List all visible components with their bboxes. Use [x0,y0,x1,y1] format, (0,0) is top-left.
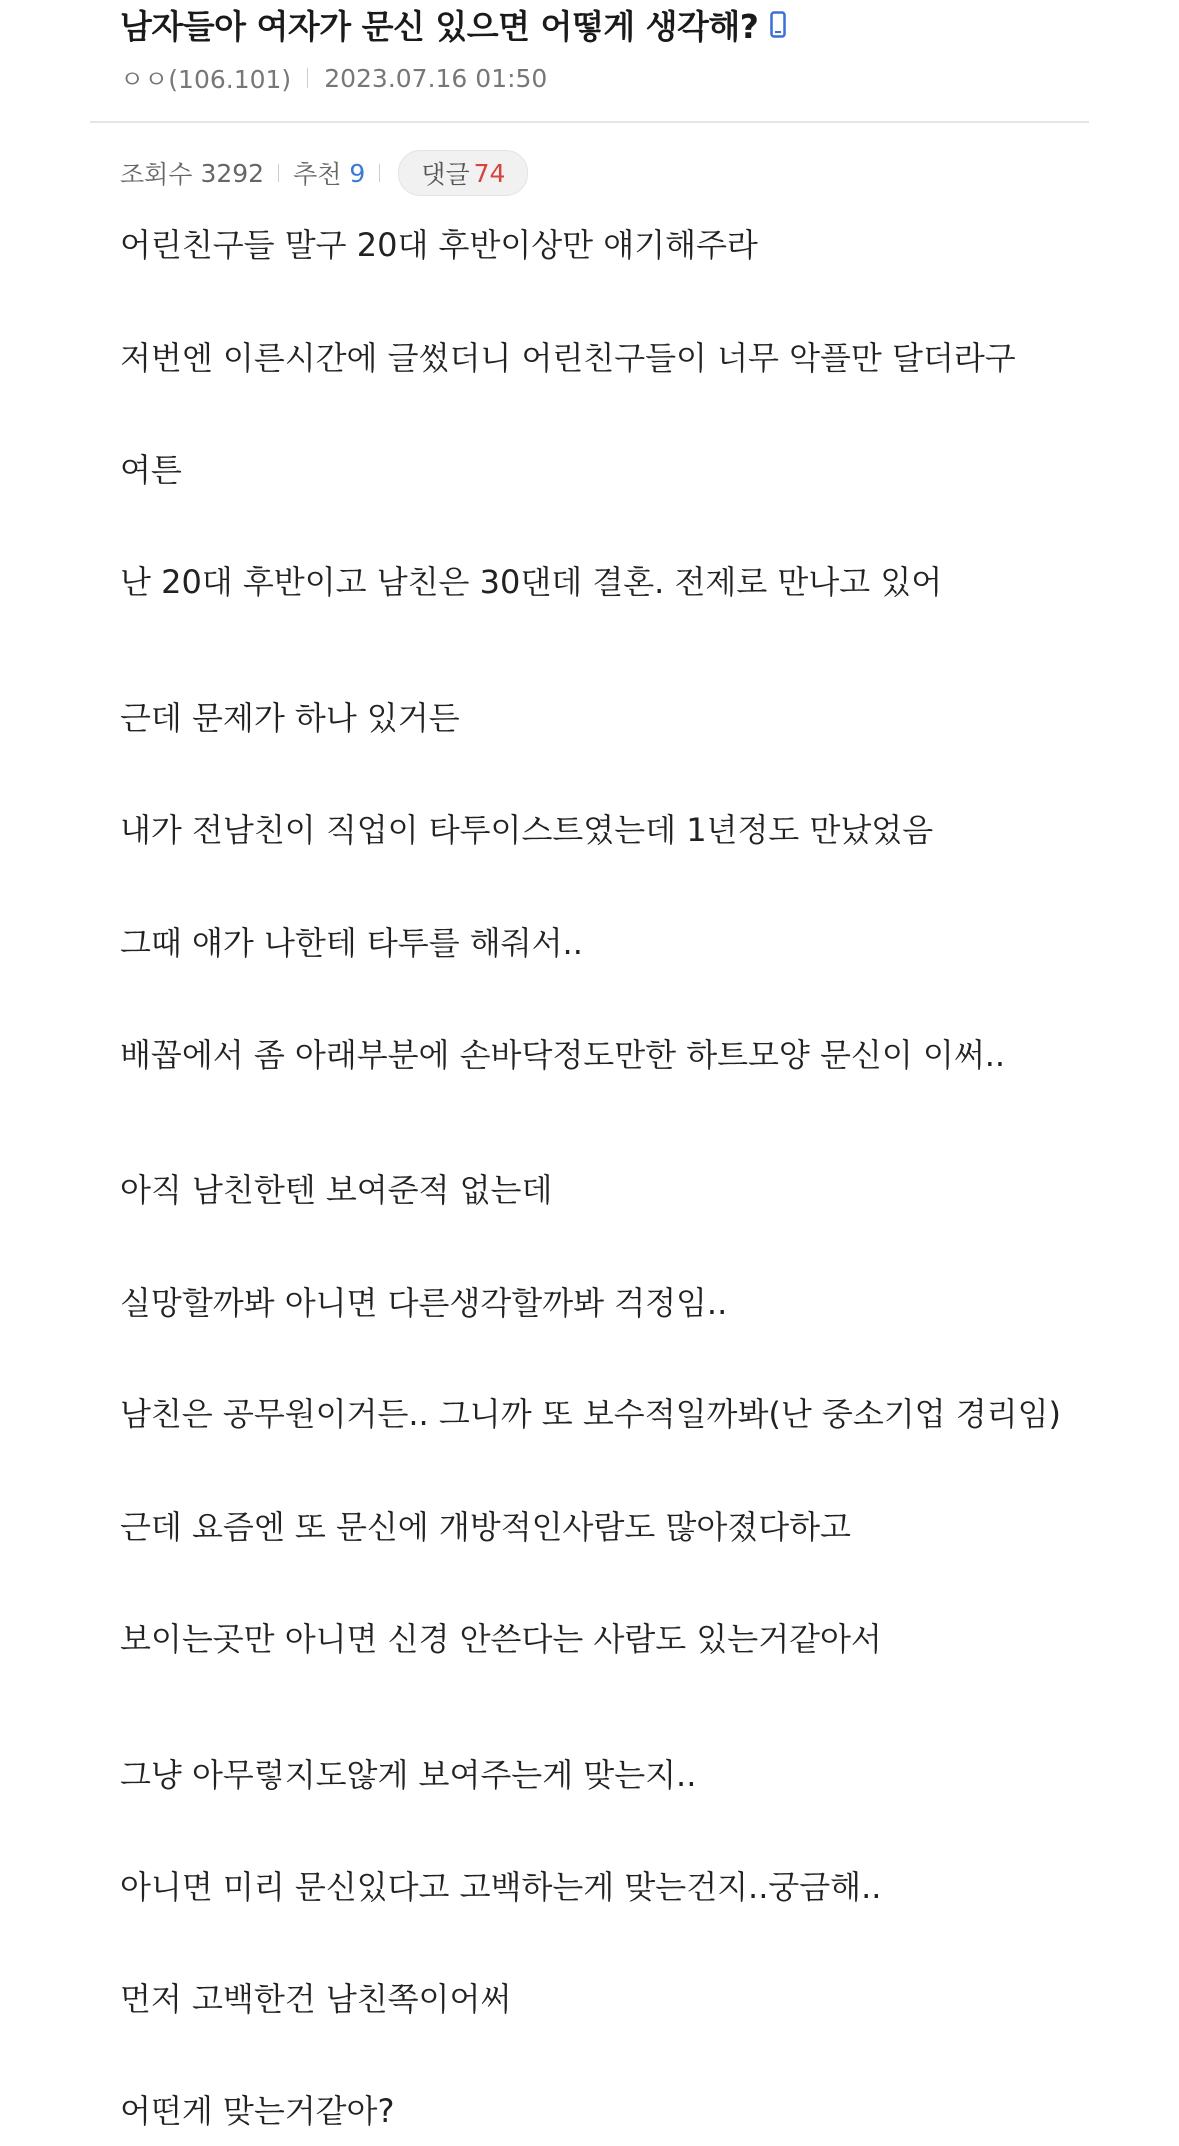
author-name[interactable]: ㅇㅇ(106.101) [120,65,292,94]
body-line: 그냥 아무렇지도않게 보여주는게 맞는지.. [120,1756,697,1794]
body-line: 먼저 고백한건 남친쪽이어써 [120,1980,512,2018]
views-count: 3292 [200,158,265,188]
body-line: 어떤게 맞는거같아? [120,2092,395,2130]
body-line: 보이는곳만 아니면 신경 안쓴다는 사람도 있는거같아서 [120,1620,882,1658]
body-line: 근데 문제가 하나 있거든 [120,699,460,737]
comments-count: 74 [473,158,506,188]
comments-label: 댓글 [421,160,470,189]
body-line: 여튼 [120,451,182,489]
body-line: 아니면 미리 문신있다고 고백하는게 맞는건지..궁금해.. [120,1868,882,1906]
body-line: 근데 요즘엔 또 문신에 개방적인사람도 많아졌다하고 [120,1508,851,1546]
body-line: 어린친구들 말구 20대 후반이상만 얘기해주라 [120,226,758,264]
stats-divider [379,164,380,182]
body-line: 남친은 공무원이거든.. 그니까 또 보수적일까봐(난 중소기업 경리임) [120,1395,1061,1433]
recommend-label: 추천 [293,160,342,189]
body-line: 배꼽에서 좀 아래부분에 손바닥정도만한 하트모양 문신이 이써.. [120,1036,1006,1074]
post-datetime: 2023.07.16 01:50 [324,63,548,93]
body-line: 아직 남친한텐 보여준적 없는데 [120,1171,553,1209]
post-meta [120,58,547,98]
body-line: 난 20대 후반이고 남친은 30댄데 결혼. 전제로 만나고 있어 [120,563,943,601]
stats-divider [278,164,279,182]
body-line: 내가 전남친이 직업이 타투이스트였는데 1년정도 만났었음 [120,811,934,849]
header-divider [90,121,1089,123]
post-stats [120,150,528,196]
meta-divider [307,68,308,88]
post-title-row [120,0,786,48]
comments-button[interactable] [398,150,528,196]
body-line: 실망할까봐 아니면 다른생각할까봐 걱정임.. [120,1284,728,1322]
mobile-phone-icon [770,11,786,38]
recommend-count: 9 [349,158,366,188]
views-label: 조회수 [120,160,193,189]
body-line: 그때 얘가 나한테 타투를 해줘서.. [120,924,583,962]
body-line: 저번엔 이른시간에 글썼더니 어린친구들이 너무 악플만 달더라구 [120,339,1016,377]
post-title: 남자들아 여자가 문신 있으면 어떻게 생각해? [120,6,759,46]
